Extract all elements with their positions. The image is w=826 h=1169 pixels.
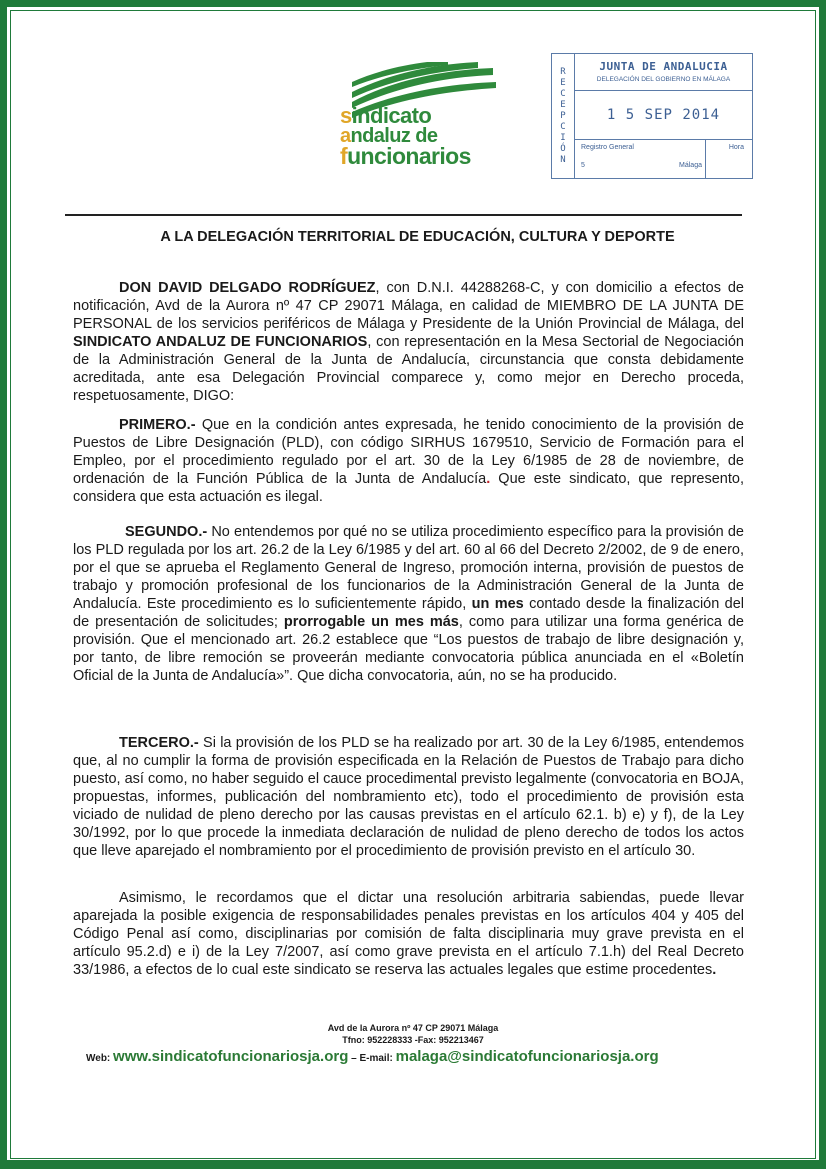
stamp-number: 5: [581, 162, 585, 169]
document-heading: A LA DELEGACIÓN TERRITORIAL DE EDUCACIÓN, CULTURA Y DEPORTE: [160, 229, 675, 245]
reception-stamp: [551, 53, 753, 179]
logo-initial-a: a: [340, 125, 351, 147]
stamp-city: Málaga: [679, 162, 702, 169]
applicant-name: DON DAVID DELGADO RODRÍGUEZ: [119, 280, 376, 296]
primero-label: PRIMERO.-: [119, 417, 196, 433]
segundo-label: SEGUNDO.-: [125, 524, 208, 540]
intro-paragraph: DON DAVID DELGADO RODRÍGUEZ, con D.N.I. 44288268-C, y con domicilio a efectos de notificación, Avd de la Aurora nº 47 CP 29071 Málaga, en calidad de MIEMBRO DE LA JUNTA DE PERSONAL de los servicios periféricos de Málaga y Presidente de la Unión Provincial de Málaga, del SINDICATO ANDALUZ DE FUNCIONARIOS, con representación en la Mesa Sectorial de Negociación de la Administración General de la Junta de Andalucía, circunstancia que consta debidamente acreditada, ante esa Delegación Provincial comparece y, como mejor en Derecho proceda, respetuosamente, DIGO:: [73, 280, 744, 404]
website-link[interactable]: www.sindicatofuncionariosja.org: [113, 1048, 349, 1065]
logo-word-andaluz: ndaluz de: [350, 125, 438, 147]
red-mark: .: [486, 471, 491, 487]
stamp-subtitle: DELEGACIÓN DEL GOBIERNO EN MÁLAGA: [596, 76, 731, 83]
email-link[interactable]: malaga@sindicatofuncionariosja.org: [395, 1048, 659, 1065]
term-un-mes: un mes: [471, 596, 524, 612]
union-logo: [338, 62, 498, 174]
stamp-date: 1 5 SEP 2014: [575, 91, 752, 140]
stamp-registro-label: Registro General: [581, 144, 634, 151]
union-name: SINDICATO ANDALUZ DE FUNCIONARIOS: [73, 334, 368, 350]
term-prorrogable: prorrogable un mes más: [283, 614, 459, 630]
logo-word-funcionarios: uncionarios: [347, 143, 471, 169]
logo-initial-s: s: [340, 103, 352, 128]
logo-initial-f: f: [340, 143, 348, 169]
stamp-title: JUNTA DE ANDALUCIA: [599, 60, 728, 73]
segundo-paragraph: SEGUNDO.- No entendemos por qué no se utiliza procedimiento específico para la provisión de los PLD regulada por los art. 26.2 de la Ley 6/1985 y del art. 60 al 66 del Decreto 2/2002, de 9 de enero, por el que se aprueba el Reglamento General de Ingreso, promoción interna, provisión de puestos de trabajo y promoción profesional de los funcionarios de la Administración General de la Junta de Andalucía. Este procedimiento es lo suficientemente rápido, un mes contado desde la finalización del de presentación de solicitudes; prorrogable un mes más, como para utilizar una forma genérica de provisión. Que el mencionado art. 26.2 establece que “Los puestos de trabajo de libre designación y, por tanto, de libre remoción se proveerán mediante convocatoria pública anunciada en el «Boletín Oficial de la Junta de Andalucía»”. Que dicha convocatoria, aún, no se ha producido.: [73, 524, 745, 684]
footer-phones: Tfno: 952228333 -Fax: 952213467: [342, 1035, 484, 1045]
primero-paragraph: PRIMERO.- Que en la condición antes expresada, he tenido conocimiento de la provisión de Puestos de Libre Designación (PLD), con código SIRHUS 1679510, Servicio de Formación para el Empleo, por el procedimiento regulado por el art. 30 de la Ley 6/1985 de 28 de noviembre, de ordenación de la Función Pública de la Junta de Andalucía. Que este sindicato, que represento, considera que esta actuación es ilegal.: [73, 417, 744, 505]
footer-address: Avd de la Aurora nº 47 CP 29071 Málaga: [327, 1023, 499, 1033]
tercero-paragraph: TERCERO.- Si la provisión de los PLD se ha realizado por art. 30 de la Ley 6/1985, entendemos que, al no cumplir la forma de provisión especificada en la Relación de Puestos de Trabajo para dicho puesto, así como, no haber seguido el cauce procedimental previsto legalmente (convocatoria en BOJA, propuestas, informes, publicación del nombramiento etc), todo el procedimiento de provisión esta viciado de nulidad de pleno derecho por las causas previstas en el artículo 62.1. b) e) y f), de la Ley 30/1992, por lo que procede la inmediata declaración de nulidad de pleno derecho de todos los actos que lleve aparejado el nombramiento por el procedimiento de provisión previsto en el artículo 30.: [73, 735, 744, 859]
tercero-label: TERCERO.-: [119, 735, 199, 751]
asimismo-paragraph: Asimismo, le recordamos que el dictar una resolución arbitraria sabiendas, puede llevar aparejada la posible exigencia de responsabilidades penales previstas en los artículos 404 y 405 del Código Penal así como, disciplinarias por comisión de falta disciplinaria muy grave prevista en el artículo 95.2.d) e i) de la Ley 7/2007, así como grave prevista en el artículo 7.1.h) del Real Decreto 33/1986, a efectos de lo cual este sindicato se reserva las actuales legales que estime procedentes.: [73, 890, 744, 978]
logo-word-sindicato: indicato: [351, 103, 432, 128]
footer: [0, 1022, 826, 1065]
header-divider: [65, 214, 742, 216]
stamp-side-label: R E C E P C I Ó N: [552, 54, 575, 178]
scan-edge-bar: [0, 1160, 826, 1169]
footer-contact-line: Web: www.sindicatofuncionariosja.org – E-mail: malaga@sindicatofuncionariosja.org: [86, 1048, 659, 1065]
stamp-hora-label: Hora: [728, 144, 744, 151]
